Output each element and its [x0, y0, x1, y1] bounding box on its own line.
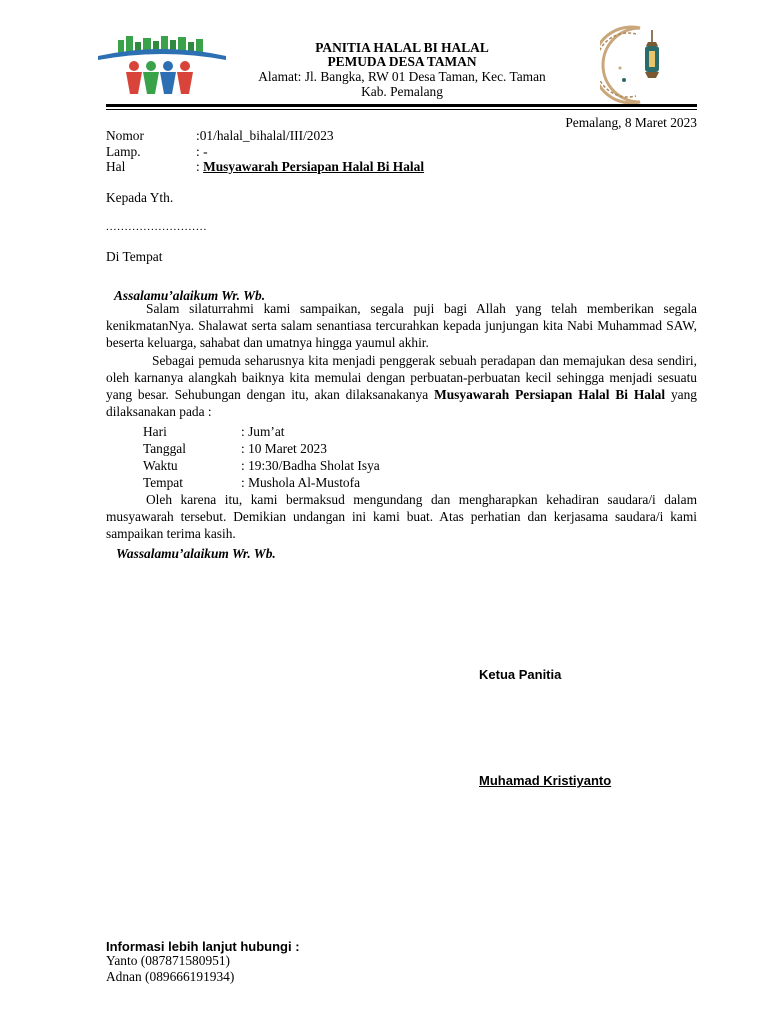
letter-date: Pemalang, 8 Maret 2023	[565, 115, 697, 130]
paragraph-2-tail: yang dilaksanakan pada :	[106, 387, 697, 419]
org-name: PANITIA HALAL BI HALAL	[315, 40, 489, 55]
crescent-lantern-icon	[600, 24, 672, 106]
detail-label-place: Tempat	[143, 475, 183, 490]
org-subtitle: PEMUDA DESA TAMAN	[327, 54, 477, 69]
paragraph-2	[106, 352, 697, 420]
greeting: Assalamu’alaikum Wr. Wb.	[114, 288, 266, 303]
hal-subject: Musyawarah Persiapan Halal Bi Halal	[203, 159, 425, 174]
detail-value-day: : Jum’at	[241, 424, 285, 439]
signature-title: Ketua Panitia	[479, 667, 562, 682]
org-city: Kab. Pemalang	[361, 84, 443, 99]
hal-colon: :	[196, 159, 200, 174]
header-rule-thin	[106, 109, 697, 110]
detail-value-date: : 10 Maret 2023	[241, 441, 327, 456]
detail-value-place: : Mushola Al-Mustofa	[241, 475, 361, 490]
contact-person-1: Yanto (087871580951)	[106, 953, 230, 968]
lamp-label: Lamp.	[106, 144, 141, 159]
recipient-dots: ...........................	[106, 221, 208, 233]
signature-name: Muhamad Kristiyanto	[479, 773, 612, 788]
paragraph-2-text: Sebagai pemuda seharusnya kita menjadi penggerak sebuah peradapan dan memajukan desa sendiri, oleh karnanya alangkah baiknya kita memulai dengan perbuatan-perbuatan kecil sehingga menjadi sesuatu yang besar. Sehubungan dengan itu, akan dilaksanakanya	[106, 353, 697, 402]
recipient-to: Kepada Yth.	[106, 190, 174, 205]
lamp-value: : -	[196, 144, 208, 159]
contact-person-2: Adnan (089666191934)	[106, 969, 235, 984]
closing: Wassalamu’alaikum Wr. Wb.	[116, 546, 276, 561]
recipient-place: Di Tempat	[106, 249, 163, 264]
detail-label-time: Waktu	[143, 458, 178, 473]
nomor-value: :01/halal_bihalal/III/2023	[196, 128, 334, 143]
nomor-label: Nomor	[106, 128, 144, 143]
header-rule-thick	[106, 104, 697, 107]
paragraph-2-event: Musyawarah Persiapan Halal Bi Halal	[434, 387, 666, 402]
paragraph-1: Salam silaturrahmi kami sampaikan, segala puji bagi Allah yang telah memberikan segala kenikmatanNya. Shalawat serta salam senantiasa tercurahkan kepada junjungan kita Nabi Muhammad SAW, beserta keluarga, sahabat dan umatnya hingga yaumul akhir.	[106, 301, 697, 350]
hal-line	[196, 158, 424, 175]
paragraph-3: Oleh karena itu, kami bermaksud mengundang dan mengharapkan kehadiran saudara/i dalam musyawarah tersebut. Demikian undangan ini kami buat. Atas perhatian dan kerjasama saudara/i kami sampaikan terima kasih.	[106, 492, 697, 541]
detail-value-time: : 19:30/Badha Sholat Isya	[241, 458, 380, 473]
org-address: Alamat: Jl. Bangka, RW 01 Desa Taman, Kec. Taman	[258, 69, 546, 84]
contact-title: Informasi lebih lanjut hubungi :	[106, 939, 300, 954]
hal-label: Hal	[106, 159, 126, 174]
detail-label-day: Hari	[143, 424, 167, 439]
detail-label-date: Tanggal	[143, 441, 186, 456]
